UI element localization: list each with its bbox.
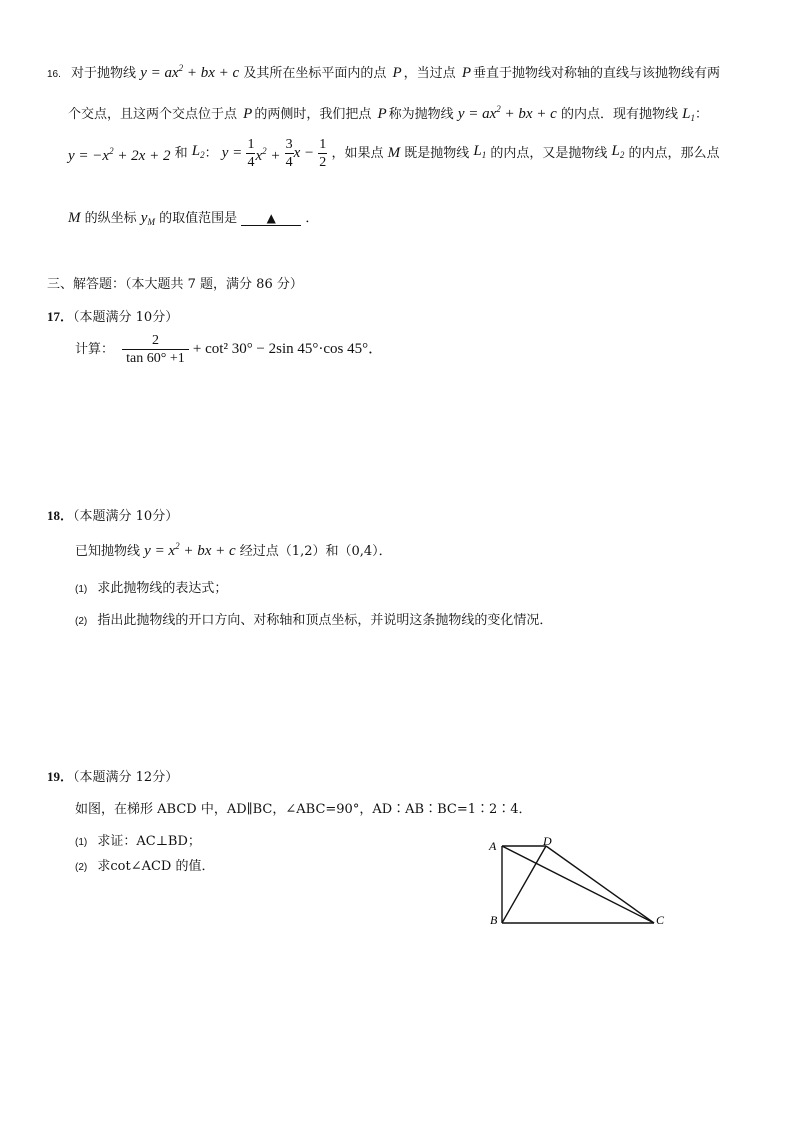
q18-part1: (1) 求此抛物线的表达式；: [75, 581, 228, 596]
q16-L1-eq: $y = -x^2 + 2x + 2$: [68, 145, 171, 164]
q19-score: （本题满分 12分）: [73, 770, 179, 785]
section3-title: 三、解答题：（本大题共 7 题，满分 86 分）: [47, 277, 303, 292]
q16-text: 对于抛物线: [71, 66, 137, 81]
q16-line2: 个交点，且这两个交点位于点 P 的两侧时，我们把点 P 称为抛物线 $y = ax^2$ + bx + c 的内点．现有抛物线 $L_1$：: [68, 104, 708, 123]
vertex-label-C: C: [656, 913, 665, 927]
q16-answer-blank[interactable]: ▲: [241, 211, 301, 226]
q18-stem: 已知抛物线 $y = x^2$ + bx + c 经过点（1,2）和（0,4）．: [75, 541, 392, 559]
q16-line4: M 的纵坐标 $y_M$ 的取值范围是 ▲ ．: [68, 210, 319, 227]
q17-expr-rest: + cot² 30° − 2sin 45°·cos 45°．: [192, 341, 384, 357]
q19-part1: (1) 求证：AC⊥BD；: [75, 834, 201, 849]
q17-score: （本题满分 10分）: [73, 310, 179, 325]
q17-header: [47, 306, 178, 325]
q16-eq-general: $y = ax^2$ + bx + c: [140, 63, 240, 81]
q16-number: 16.: [47, 69, 61, 80]
q16-frac-2: $\frac{3}{4}$: [285, 137, 293, 170]
q18-number: 18．: [47, 508, 74, 523]
q18-eq: $y = x^2$ + bx + c: [144, 541, 236, 559]
q17-number: 17．: [47, 309, 74, 324]
q18-header: [47, 505, 178, 524]
q18-part2: (2) 指出此抛物线的开口方向、对称轴和顶点坐标，并说明这条抛物线的变化情况．: [75, 613, 553, 628]
q17-expression: 计算： $\frac{2}{\tan 60^\circ +1}$ + cot² 30° − 2sin 45°·cos 45°．: [75, 333, 384, 366]
q16-frac-1: $\frac{1}{4}$: [247, 137, 255, 170]
q16-line1: 16. 对于抛物线 $y = ax^2$ + bx + c 及其所在坐标平面内的点 P ，当过点 P 垂直于抛物线对称轴的直线与该抛物线有两: [47, 63, 721, 81]
trapezoid-figure: [485, 834, 685, 934]
q16-yM: $y_M$: [140, 210, 155, 227]
q18-score: （本题满分 10分）: [73, 509, 179, 524]
segment-DC: [546, 846, 654, 923]
q19-part2: (2) 求cot∠ACD 的值．: [75, 859, 215, 874]
vertex-label-D: D: [543, 834, 552, 848]
q16-L2-y: y =: [221, 145, 243, 161]
q16-frac-3: $\frac{1}{2}$: [319, 137, 327, 170]
vertex-label-A: A: [489, 839, 497, 853]
q17-fraction: $\frac{2}{\tan 60^\circ +1}$: [122, 332, 189, 367]
vertex-label-B: B: [490, 913, 498, 927]
q19-stem: 如图，在梯形 ABCD 中，AD∥BC，∠ABC=90°，AD∶AB∶BC=1∶2∶4．: [75, 802, 532, 817]
q16-line3: $y = -x^2 + 2x + 2$ 和 $L_2$： y = $\frac{1}{4}$ $x^2$ + $\frac{3}{4}$ x − $\frac{1}{2}$ ，如果点 M 既是抛物线 $L_1$ 的内点，又是抛物线 $L_2$ 的内点，那么点: [68, 137, 720, 170]
q19-number: 19．: [47, 769, 74, 784]
q19-header: [47, 766, 178, 785]
